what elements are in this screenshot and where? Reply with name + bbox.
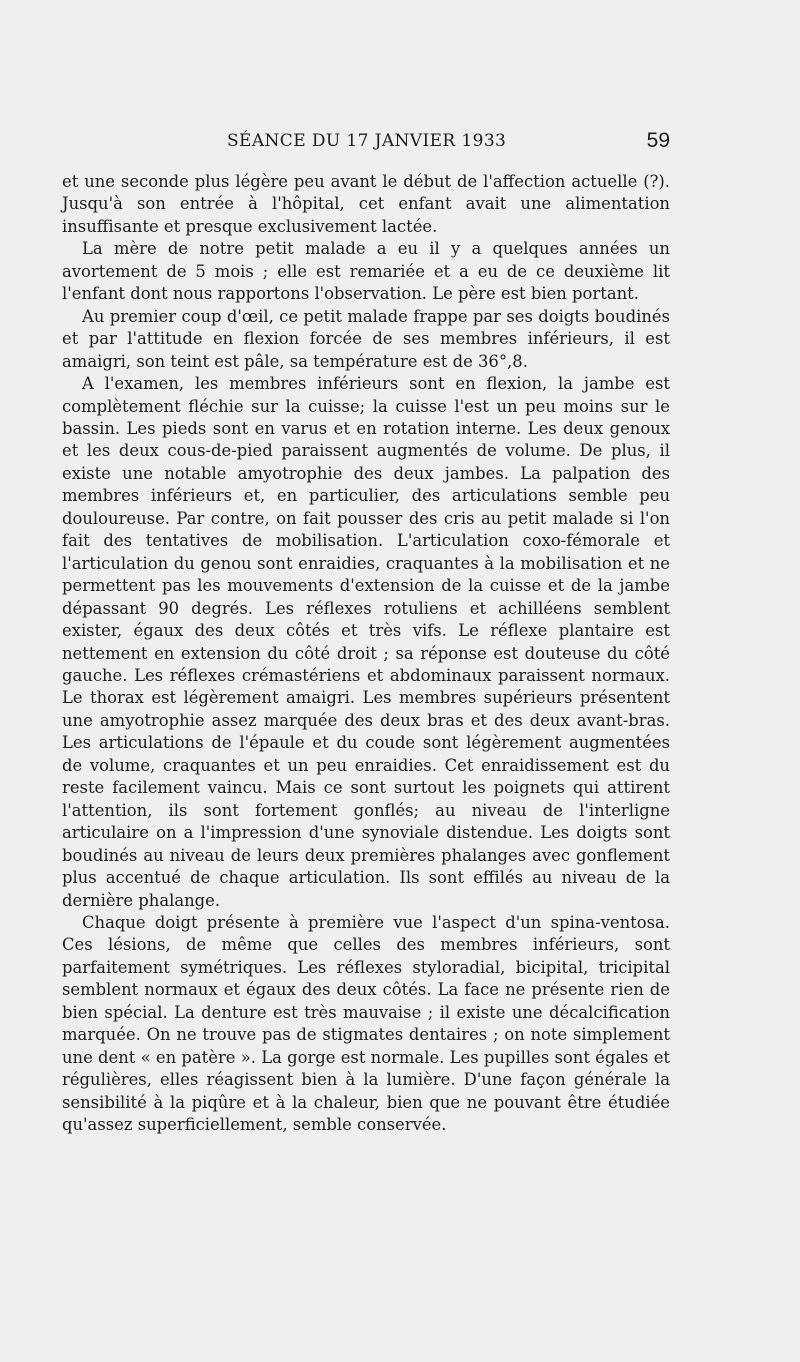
page-header	[62, 131, 670, 157]
paragraph-fingers: Chaque doigt présente à première vue l'aspect d'un spina-ventosa. Ces lésions, de même que celles des membres inférieurs, sont parfaitement symétriques. Les réflexes styloradial, bicipital, tricipital semblent normaux et égaux des deux côtés. La face ne présente rien de bien spécial. La denture est très mauvaise ; il existe une décalcification marquée. On ne trouve pas de stigmates dentaires ; on note simplement une dent « en patère ». La gorge est normale. Les pupilles sont égales et régulières, elles réagissent bien à la lumière. D'une façon générale la sensibilité à la piqûre et à la chaleur, bien que ne pouvant être étudiée qu'assez superficiellement, semble conservée.	[62, 912, 670, 1135]
body-text	[62, 171, 670, 1136]
paragraph-first-impression: Au premier coup d'œil, ce petit malade frappe par ses doigts boudinés et par l'attitude en flexion forcée de ses membres inférieurs, il est amaigri, son teint est pâle, sa température est de 36°,8.	[62, 306, 670, 371]
paragraph-examination: A l'examen, les membres inférieurs sont en flexion, la jambe est complètement fléchie sur la cuisse; la cuisse l'est un peu moins sur le bassin. Les pieds sont en varus et en rotation interne. Les deux genoux et les deux cous-de-pied paraissent augmentés de volume. De plus, il existe une notable amyotrophie des deux jambes. La palpation des membres inférieurs et, en particulier, des articulations semble peu douloureuse. Par contre, on fait pousser des cris au petit malade si l'on fait des tentatives de mobilisation. L'articulation coxo-fémorale et l'articulation du genou sont enraidies, craquantes à la mobilisation et ne permettent pas les mouvements d'extension de la cuisse et de la jambe dépassant 90 degrés. Les réflexes rotuliens et achilléens semblent exister, égaux des deux côtés et très vifs. Le réflexe plantaire est nettement en extension du côté droit ; sa réponse est douteuse du côté gauche. Les réflexes crémastériens et abdominaux paraissent normaux. Le thorax est légèrement amaigri. Les membres supérieurs présentent une amyotrophie assez marquée des deux bras et des deux avant-bras. Les articulations de l'épaule et du coude sont légèrement augmentées de volume, craquantes et un peu enraidies. Cet enraidissement est du reste facilement vaincu. Mais ce sont surtout les poignets qui attirent l'attention, ils sont fortement gonflés; au niveau de l'interligne articulaire on a l'impression d'une synoviale distendue. Les doigts sont boudinés au niveau de leurs deux premières phalanges avec gonflement plus accentué de chaque articulation. Ils sont effilés au niveau de la dernière phalange.	[62, 374, 670, 910]
paragraph-mother-history: La mère de notre petit malade a eu il y a quelques années un avortement de 5 mois ; elle est remariée et a eu de ce deuxième lit l'enfant dont nous rapportons l'observation. Le père est bien portant.	[62, 239, 670, 304]
page-number: 59	[646, 129, 670, 152]
paragraph-continued: et une seconde plus légère peu avant le début de l'affection actuelle (?). Jusqu'à son entrée à l'hôpital, cet enfant avait une alimentation insuffisante et presque exclusivement lactée.	[62, 172, 670, 236]
running-head: SÉANCE DU 17 JANVIER 1933	[227, 131, 507, 151]
